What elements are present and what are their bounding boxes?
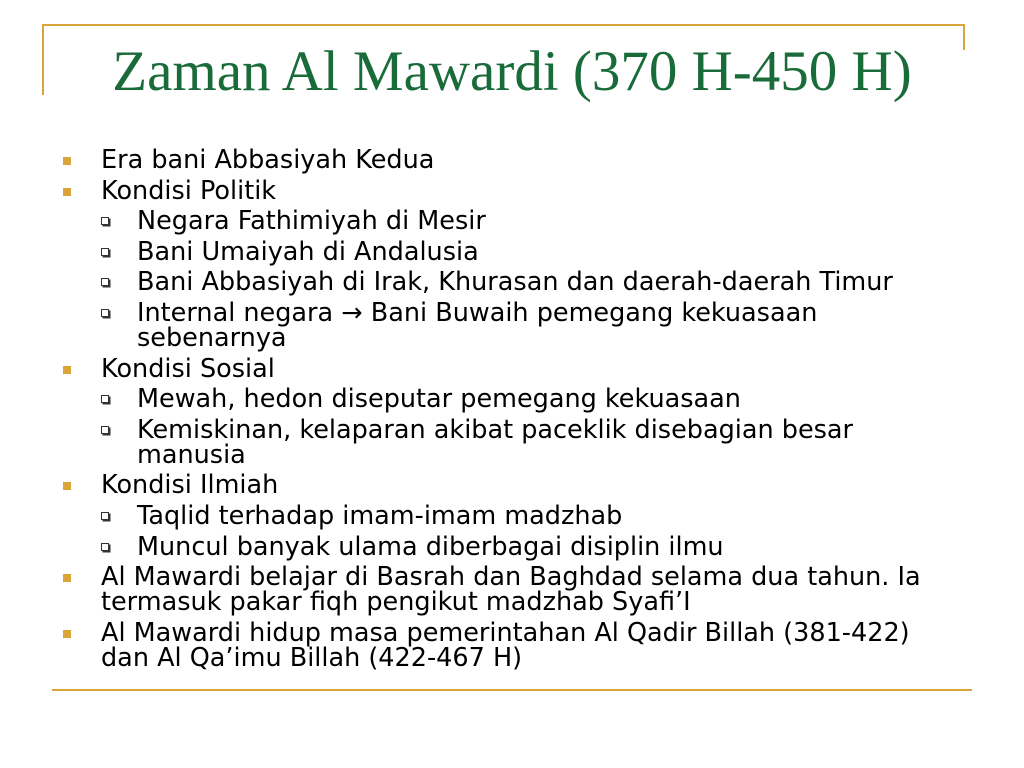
square-bullet-icon <box>63 574 71 582</box>
sub-bullet-text: manusia <box>137 439 246 470</box>
bullet-list <box>0 145 1024 676</box>
sub-bullet-text: Kemiskinan, kelaparan akibat paceklik disebagian besar <box>137 414 854 445</box>
sub-bullet-item <box>0 500 1024 531</box>
bullet-item <box>0 470 1024 501</box>
square-bullet-icon <box>63 482 71 490</box>
bullet-text: Al Mawardi hidup masa pemerintahan Al Qadir Billah (381-422) <box>101 617 910 648</box>
hollow-square-bullet-icon <box>101 395 109 403</box>
hollow-square-bullet-icon <box>101 248 109 256</box>
hollow-square-bullet-icon <box>101 543 109 551</box>
bullet-item <box>0 145 1024 175</box>
bullet-text: Kondisi Ilmiah <box>101 470 279 501</box>
bullet-item <box>0 353 1024 384</box>
bullet-text: Kondisi Sosial <box>101 353 275 384</box>
sub-bullet-item <box>0 384 1024 415</box>
sub-bullet-item <box>0 414 1024 470</box>
bullet-text: Kondisi Politik <box>101 175 277 206</box>
bottom-rule <box>52 689 972 691</box>
sub-bullet-item <box>0 531 1024 562</box>
bullet-item <box>0 175 1024 206</box>
square-bullet-icon <box>63 366 71 374</box>
sub-bullet-text: Muncul banyak ulama diberbagai disiplin ilmu <box>137 531 724 562</box>
sub-bullet-text: Bani Umaiyah di Andalusia <box>137 236 479 267</box>
slide-title: Zaman Al Mawardi (370 H-450 H) <box>112 40 912 103</box>
sub-bullet-item <box>0 236 1024 267</box>
bullet-text: Era bani Abbasiyah Kedua <box>101 145 435 175</box>
hollow-square-bullet-icon <box>101 512 109 520</box>
hollow-square-bullet-icon <box>101 278 109 286</box>
sub-bullet-item <box>0 206 1024 237</box>
square-bullet-icon <box>63 157 71 165</box>
sub-bullet-text: Mewah, hedon diseputar pemegang kekuasaan <box>137 384 741 415</box>
bullet-item <box>0 617 1024 673</box>
top-rule <box>42 24 965 26</box>
hollow-square-bullet-icon <box>101 426 109 434</box>
square-bullet-icon <box>63 630 71 638</box>
sub-bullet-text: Taqlid terhadap imam-imam madzhab <box>137 500 623 531</box>
bullet-item <box>0 562 1024 618</box>
sub-bullet-item <box>0 297 1024 353</box>
square-bullet-icon <box>63 188 71 196</box>
bullet-text: Al Mawardi belajar di Basrah dan Baghdad selama dua tahun. Ia <box>101 562 921 593</box>
bullet-text: termasuk pakar fiqh pengikut madzhab Syafi’I <box>101 587 691 618</box>
hollow-square-bullet-icon <box>101 217 109 225</box>
sub-bullet-text: Internal negara → Bani Buwaih pemegang kekuasaan <box>137 297 818 328</box>
sub-bullet-item <box>0 267 1024 298</box>
sub-bullet-text: Bani Abbasiyah di Irak, Khurasan dan daerah-daerah Timur <box>137 267 893 298</box>
hollow-square-bullet-icon <box>101 309 109 317</box>
bullet-text: dan Al Qa’imu Billah (422-467 H) <box>101 642 523 673</box>
sub-bullet-text: Negara Fathimiyah di Mesir <box>137 206 486 237</box>
sub-bullet-text: sebenarnya <box>137 322 287 353</box>
